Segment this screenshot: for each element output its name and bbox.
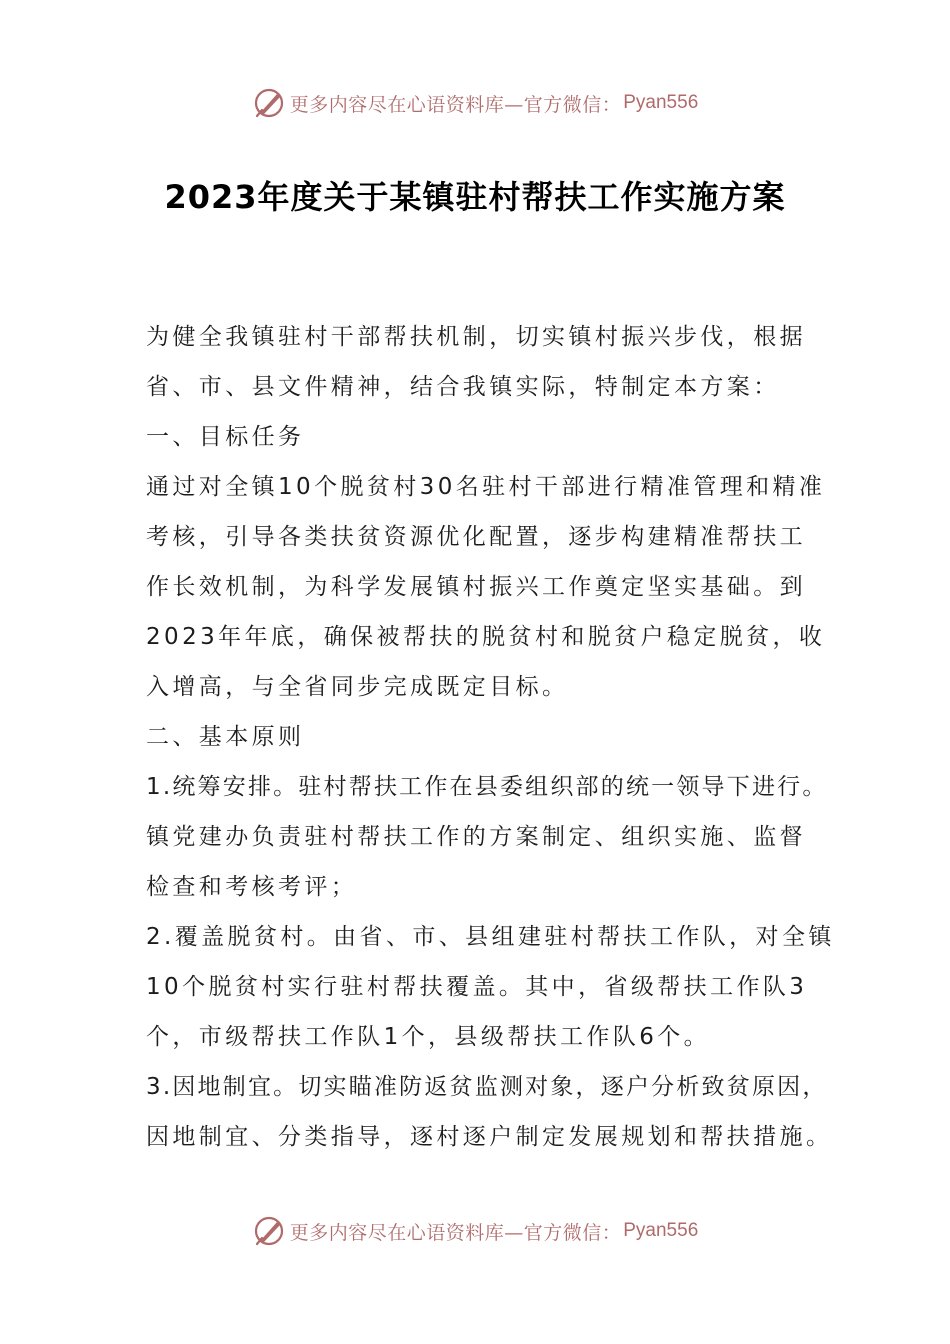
pen-circle-logo-icon bbox=[252, 86, 286, 120]
text-line: 10个脱贫村实行驻村帮扶覆盖。其中，省级帮扶工作队3 bbox=[146, 974, 808, 1000]
text-line: 因地制宜、分类指导，逐村逐户制定发展规划和帮扶措施。 bbox=[146, 1124, 833, 1150]
document-body bbox=[146, 312, 835, 1162]
text-line: 考核，引导各类扶贫资源优化配置，逐步构建精准帮扶工 bbox=[146, 524, 806, 550]
watermark-text: 更多内容尽在心语资料库—官方微信： bbox=[289, 93, 622, 116]
text-line: 2023年年底，确保被帮扶的脱贫村和脱贫户稳定脱贫，收 bbox=[146, 624, 826, 650]
text-line: 3.因地制宜。切实瞄准防返贫监测对象，逐户分析致贫原因， bbox=[146, 1074, 828, 1100]
text-line: 2.覆盖脱贫村。由省、市、县组建驻村帮扶工作队，对全镇 bbox=[146, 924, 835, 950]
text-line: 检查和考核考评； bbox=[146, 874, 358, 900]
pen-circle-logo-icon bbox=[252, 1214, 286, 1248]
text-line: 镇党建办负责驻村帮扶工作的方案制定、组织实施、监督 bbox=[146, 824, 806, 850]
text-line: 个，市级帮扶工作队1个，县级帮扶工作队6个。 bbox=[146, 1024, 711, 1050]
text-line: 省、市、县文件精神，结合我镇实际，特制定本方案： bbox=[146, 374, 780, 400]
text-line: 入增高，与全省同步完成既定目标。 bbox=[146, 674, 569, 700]
document-title: 2023年度关于某镇驻村帮扶工作实施方案 bbox=[164, 178, 786, 216]
footer-watermark bbox=[0, 1211, 950, 1251]
text-line: 1.统筹安排。驻村帮扶工作在县委组织部的统一领导下进行。 bbox=[146, 774, 828, 800]
text-line: 作长效机制，为科学发展镇村振兴工作奠定坚实基础。到 bbox=[146, 574, 806, 600]
text-line: 为健全我镇驻村干部帮扶机制，切实镇村振兴步伐，根据 bbox=[146, 324, 806, 350]
section-heading: 二、基本原则 bbox=[146, 724, 305, 750]
header-watermark bbox=[0, 83, 950, 123]
section-heading: 一、目标任务 bbox=[146, 424, 305, 450]
watermark-wechat-id: Pyan556 bbox=[623, 1220, 699, 1241]
text-line: 通过对全镇10个脱贫村30名驻村干部进行精准管理和精准 bbox=[146, 474, 826, 500]
watermark-text: 更多内容尽在心语资料库—官方微信： bbox=[289, 1221, 622, 1244]
watermark-wechat-id: Pyan556 bbox=[623, 92, 699, 113]
